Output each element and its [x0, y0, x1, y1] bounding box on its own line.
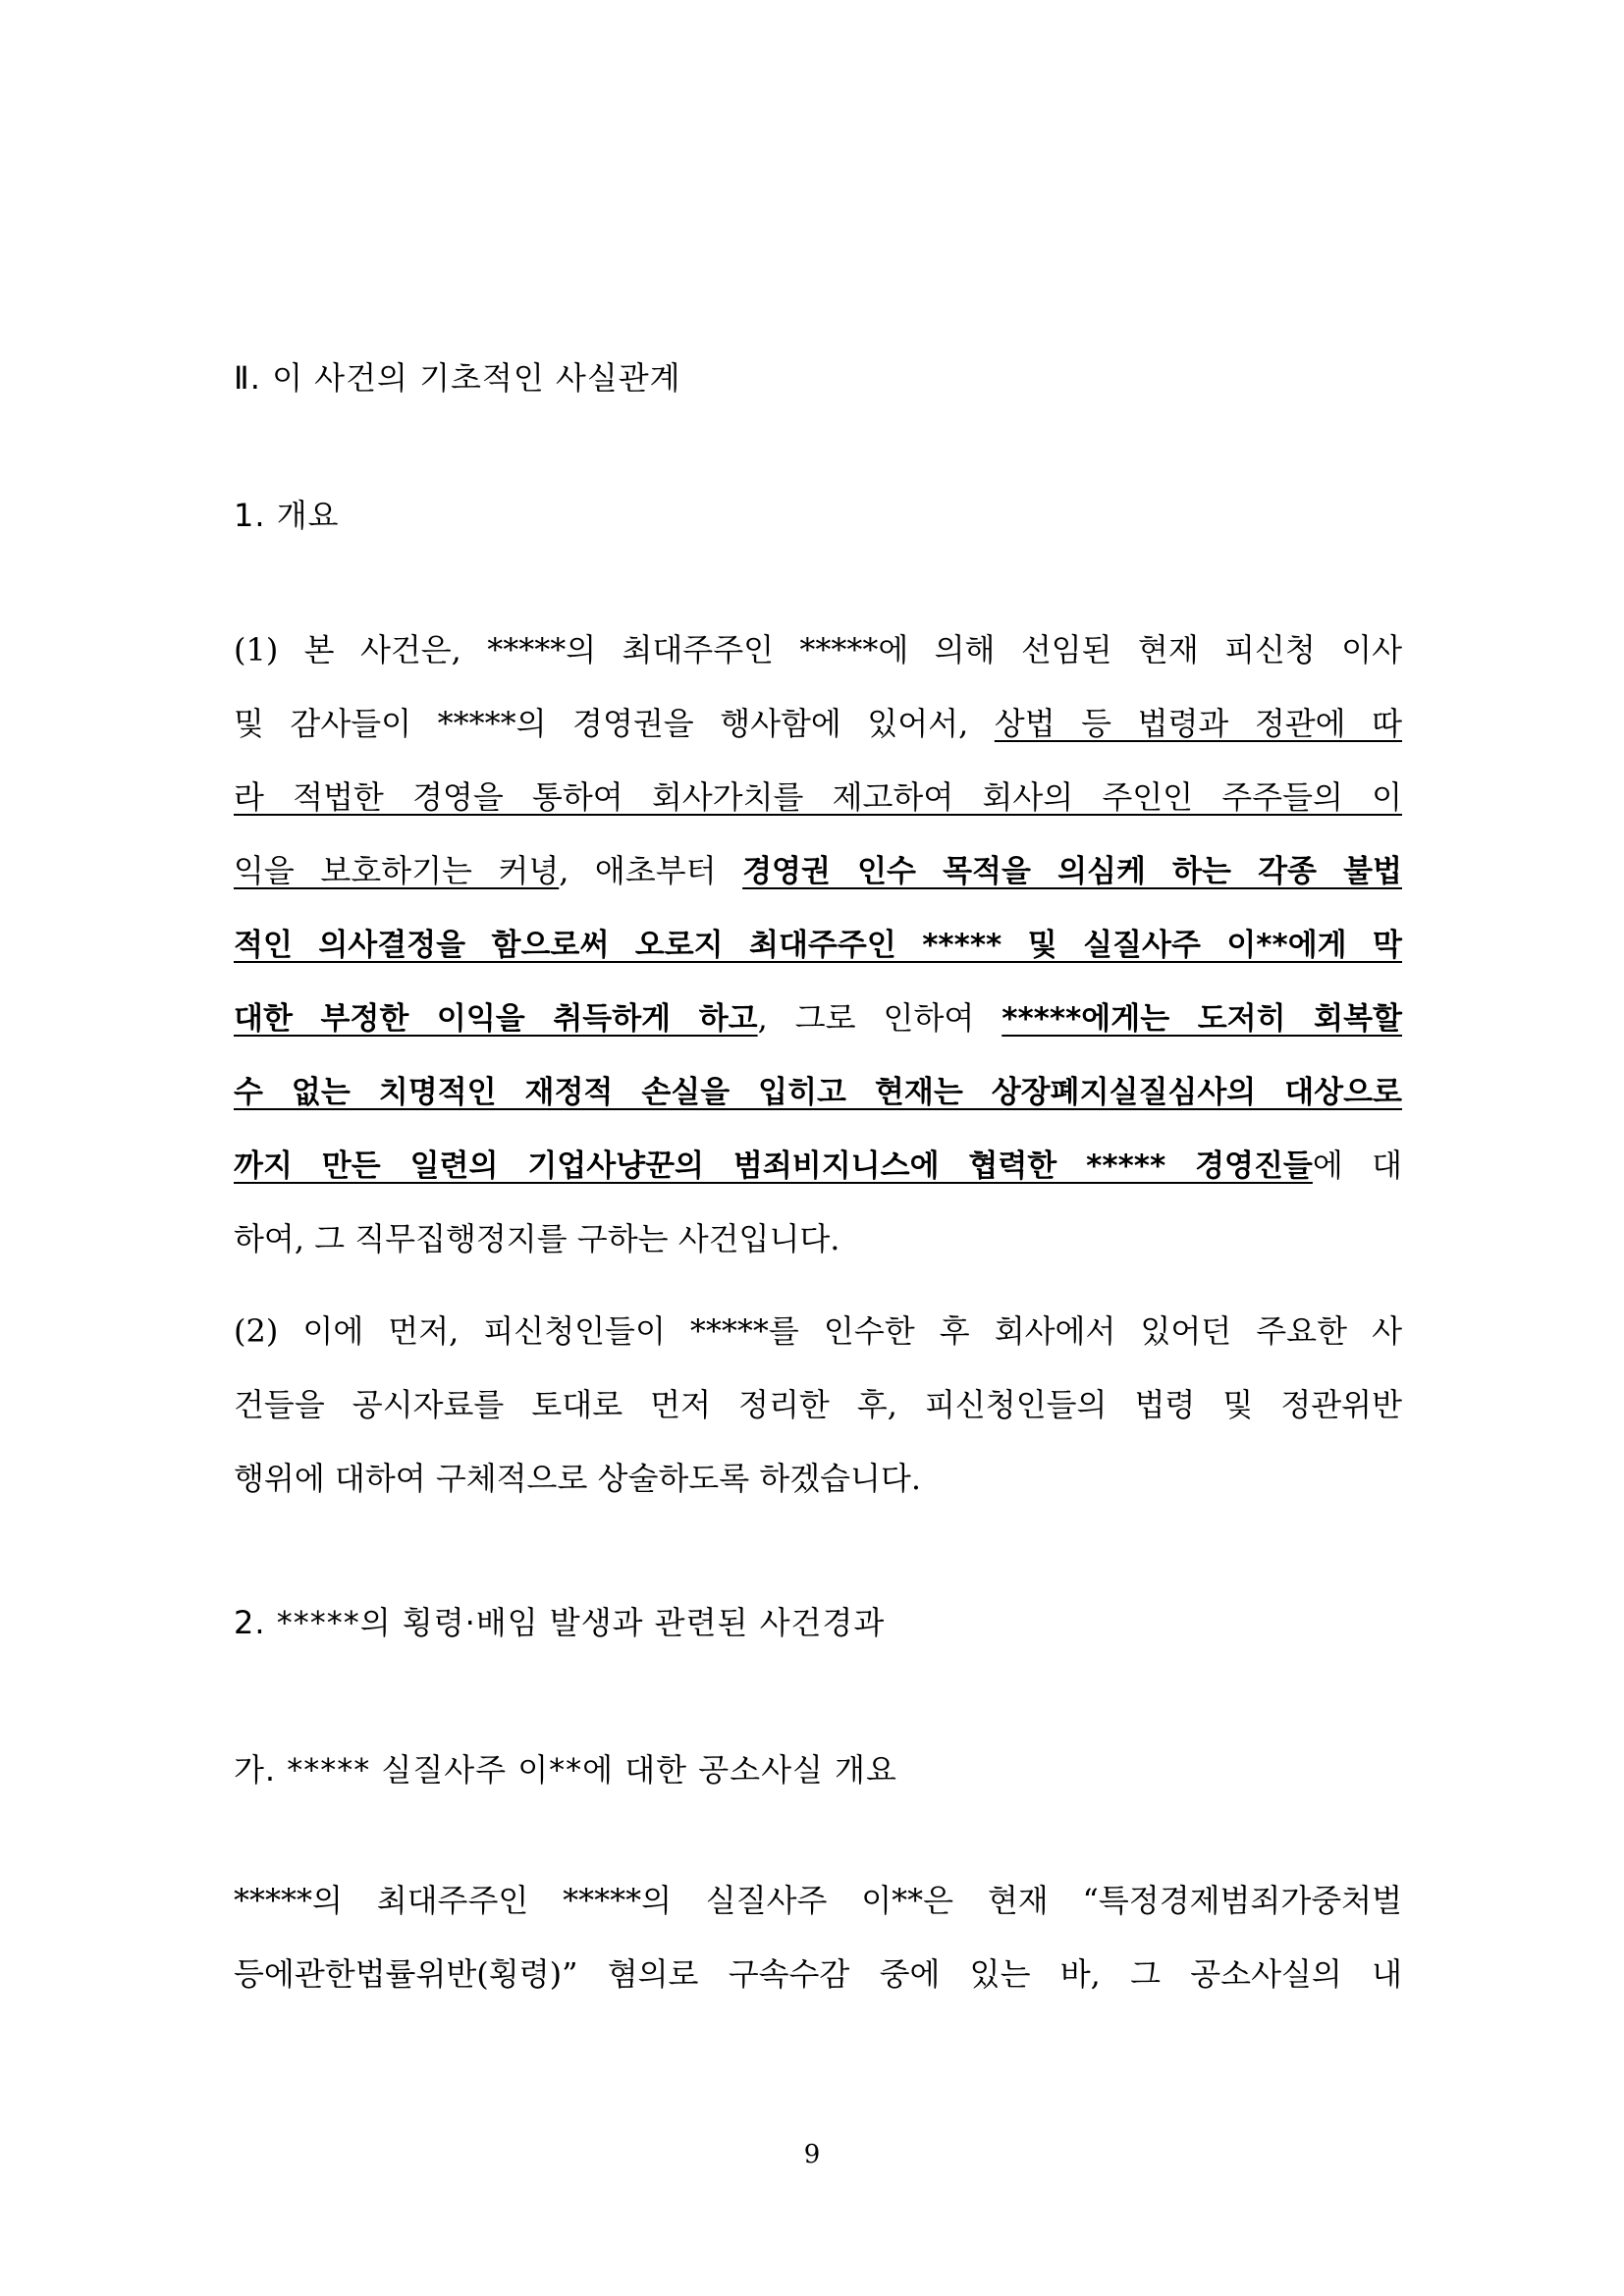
- paragraph-1-line: [234, 921, 1402, 994]
- paragraph-1-line: [234, 847, 1402, 921]
- section-heading: Ⅱ. 이 사건의 기초적인 사실관계: [234, 359, 681, 397]
- bold-underlined-text: 수 없는 치명적인 재정적 손실을 입히고 현재는 상장폐지실질심사의 대상으로: [234, 1075, 1402, 1110]
- paragraph-1-line: [234, 700, 1402, 774]
- text-run: (1) 본 사건은, *****의 최대주주인 *****에 의해 선임된 현재 피신청 이사: [234, 631, 1402, 668]
- bold-underlined-text: 적인 의사결정을 함으로써 오로지 최대주주인 ***** 및 실질사주 이**에게 막: [234, 928, 1402, 963]
- paragraph-3: [234, 1877, 1402, 2024]
- text-run: 및 감사들이 *****의 경영권을 행사함에 있어서,: [234, 705, 995, 742]
- page-number: 9: [803, 2140, 821, 2169]
- bold-underlined-text: 까지 만든 일련의 기업사냥꾼의 범죄비지니스에 협력한 ***** 경영진들: [234, 1148, 1313, 1184]
- paragraph-1-line: [234, 1215, 1402, 1289]
- paragraph-2-line: [234, 1455, 1402, 1528]
- text-run: 에 대: [1312, 1147, 1402, 1184]
- text-run: , 그로 인하여: [757, 999, 1002, 1037]
- paragraph-1-line: [234, 626, 1402, 700]
- subsection-heading-overview: 1. 개요: [234, 497, 340, 534]
- text-run: 행위에 대하여 구체적으로 상술하도록 하겠습니다.: [234, 1460, 922, 1497]
- paragraph-1-line: [234, 774, 1402, 847]
- bold-underlined-text: 대한 부정한 이익을 취득하게 하고: [234, 1001, 758, 1037]
- underlined-text: 상법 등 법령과 정관에 따: [994, 705, 1402, 742]
- paragraph-1-line: [234, 1142, 1402, 1215]
- paragraph-3-line: [234, 1950, 1402, 2024]
- text-run: , 애초부터: [559, 852, 743, 889]
- subsection-heading-indictment: 가. ***** 실질사주 이**에 대한 공소사실 개요: [234, 1751, 897, 1789]
- paragraph-3-line: [234, 1877, 1402, 1950]
- text-run: *****의 최대주주인 *****의 실질사주 이**은 현재 “특정경제범죄가중처벌: [234, 1882, 1402, 1919]
- paragraph-1-line: [234, 1068, 1402, 1142]
- bold-underlined-text: *****에게는 도저히 회복할: [1001, 1001, 1402, 1037]
- paragraph-1: [234, 626, 1402, 1289]
- paragraph-2-line: [234, 1381, 1402, 1455]
- underlined-text: 라 적법한 경영을 통하여 회사가치를 제고하여 회사의 주인인 주주들의 이: [234, 778, 1402, 816]
- paragraph-1-line: [234, 994, 1402, 1068]
- text-run: (2) 이에 먼저, 피신청인들이 *****를 인수한 후 회사에서 있어던 주요한 사: [234, 1312, 1402, 1350]
- text-run: 건들을 공시자료를 토대로 먼저 정리한 후, 피신청인들의 법령 및 정관위반: [234, 1386, 1402, 1423]
- paragraph-2: [234, 1308, 1402, 1528]
- paragraph-2-line: [234, 1308, 1402, 1381]
- underlined-text: 익을 보호하기는 커녕: [234, 852, 560, 889]
- subsection-heading-embezzlement: 2. *****의 횡령·배임 발생과 관련된 사건경과: [234, 1604, 886, 1641]
- text-run: 등에관한법률위반(횡령)” 혐의로 구속수감 중에 있는 바, 그 공소사실의 내: [234, 1955, 1402, 1993]
- text-run: 하여, 그 직무집행정지를 구하는 사건입니다.: [234, 1220, 840, 1257]
- bold-underlined-text: 경영권 인수 목적을 의심케 하는 각종 불법: [742, 854, 1402, 889]
